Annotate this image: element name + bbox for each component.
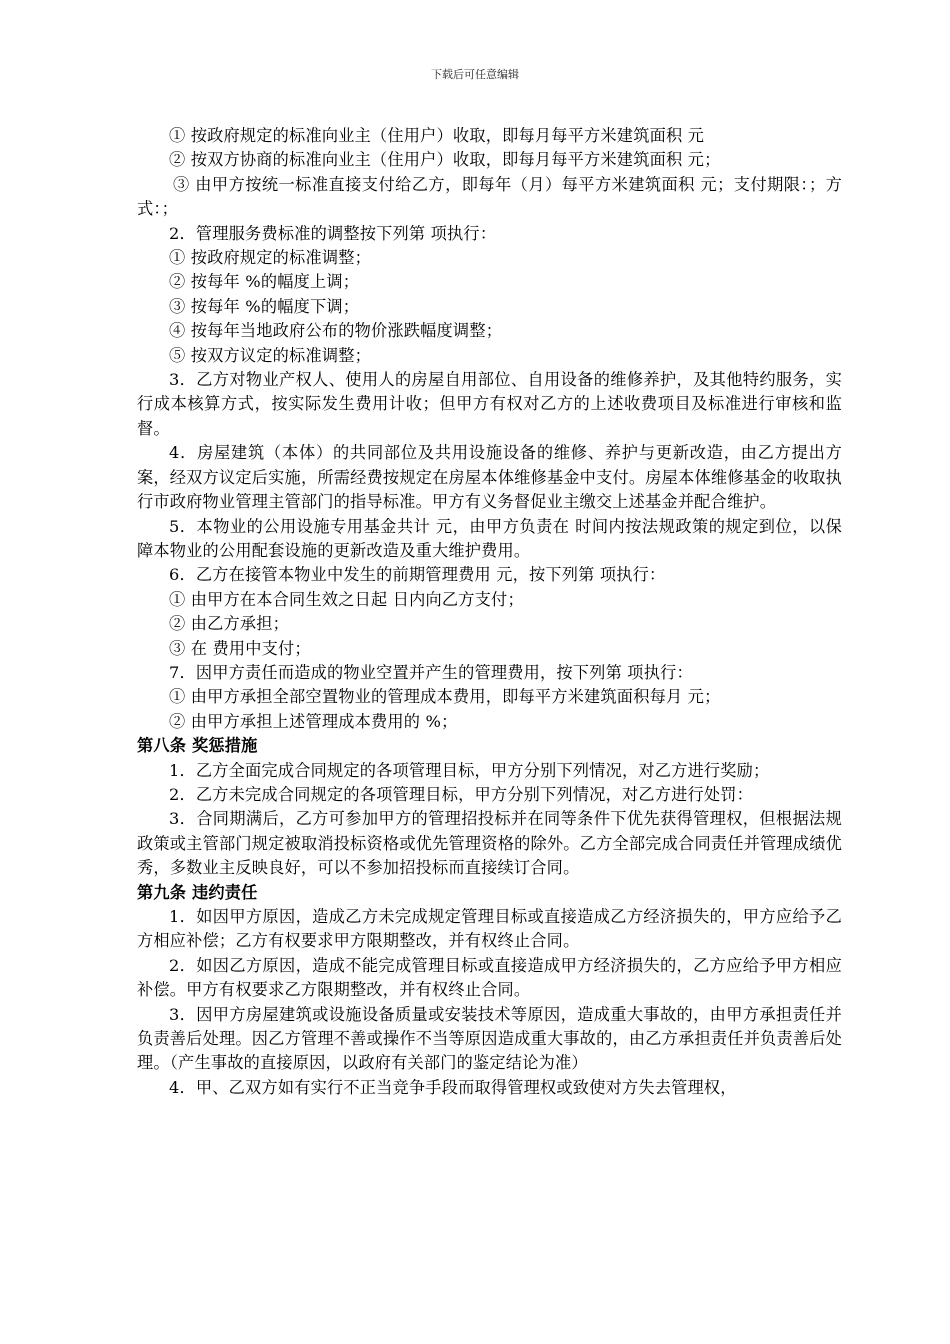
paragraph: 2．乙方未完成合同规定的各项管理目标，甲方分别下列情况，对乙方进行处罚： [169, 784, 754, 804]
paragraph: ③ 按每年 %的幅度下调； [169, 296, 360, 316]
paragraph: ⑤ 按双方议定的标准调整； [169, 345, 371, 365]
paragraph: 6．乙方在接管本物业中发生的前期管理费用 元，按下列第 项执行： [169, 565, 666, 585]
paragraph: ④ 按每年当地政府公布的物价涨跌幅度调整； [169, 321, 503, 341]
paragraph: 2．管理服务费标准的调整按下列第 项执行： [169, 223, 497, 243]
paragraph: 2．如因乙方原因，造成不能完成管理目标或直接造成甲方经济损失的，乙方应给予甲方相应补偿。甲方有权要求乙方限期整改，并有权终止合同。 [137, 955, 842, 1000]
header-note: 下载后可任意编辑 [431, 68, 519, 81]
paragraph: ① 由甲方承担全部空置物业的管理成本费用，即每平方米建筑面积每月 元； [169, 687, 721, 707]
paragraph: 3．因甲方房屋建筑或设施设备质量或安装技术等原因，造成重大事故的，由甲方承担责任并负责善后处理。因乙方管理不善或操作不当等原因造成重大事故的，由乙方承担责任并负责善后处理。（产生事故的直接原因，以政府有关部门的鉴定结论为准） [137, 1004, 842, 1073]
paragraph: 4．房屋建筑（本体）的共同部位及共用设施设备的维修、养护与更新改造，由乙方提出方案，经双方议定后实施，所需经费按规定在房屋本体维修基金中支付。房屋本体维修基金的收取执行市政府物业管理主管部门的指导标准。甲方有义务督促业主缴交上述基金并配合维护。 [137, 443, 842, 512]
document-body [137, 124, 842, 1100]
paragraph: 4．甲、乙双方如有实行不正当竞争手段而取得管理权或致使对方失去管理权， [169, 1077, 737, 1097]
section-heading: 第九条 违约责任 [137, 882, 258, 902]
paragraph: ③ 由甲方按统一标准直接支付给乙方，即每年（月）每平方米建筑面积 元；支付期限：；方式：； [137, 174, 842, 219]
paragraph: ③ 在 费用中支付； [169, 638, 311, 658]
paragraph: 7．因甲方责任而造成的物业空置并产生的管理费用，按下列第 项执行： [169, 662, 693, 682]
paragraph: 1．如因甲方原因，造成乙方未完成规定管理目标或直接造成乙方经济损失的，甲方应给予乙方相应补偿；乙方有权要求甲方限期整改，并有权终止合同。 [137, 907, 842, 951]
paragraph: ② 由乙方承担； [169, 614, 290, 634]
paragraph: 1．乙方全面完成合同规定的各项管理目标，甲方分别下列情况，对乙方进行奖励； [169, 760, 770, 780]
paragraph: ① 按政府规定的标准向业主（住用户）收取，即每月每平方米建筑面积 元 [169, 126, 705, 145]
section-heading: 第八条 奖惩措施 [137, 736, 258, 756]
paragraph: ① 按政府规定的标准调整； [169, 248, 371, 268]
paragraph: ① 由甲方在本合同生效之日起 日内向乙方支付； [169, 589, 524, 609]
paragraph: ② 按双方协商的标准向业主（住用户）收取，即每月每平方米建筑面积 元； [169, 150, 721, 170]
paragraph: ② 由甲方承担上述管理成本费用的 %； [169, 711, 458, 731]
paragraph: 3．乙方对物业产权人、使用人的房屋自用部位、自用设备的维修养护，及其他特约服务，实行成本核算方式，按实际发生费用计收；但甲方有权对乙方的上述收费项目及标准进行审核和监督。 [137, 370, 842, 438]
paragraph: 5．本物业的公用设施专用基金共计 元，由甲方负责在 时间内按法规政策的规定到位，以保障本物业的公用配套设施的更新改造及重大维护费用。 [137, 516, 842, 560]
paragraph: ② 按每年 %的幅度上调； [169, 272, 360, 292]
paragraph: 3．合同期满后，乙方可参加甲方的管理招投标并在同等条件下优先获得管理权，但根据法规政策或主管部门规定被取消投标资格或优先管理资格的除外。乙方全部完成合同责任并管理成绩优秀，多数业主反映良好，可以不参加招投标而直接续订合同。 [137, 809, 842, 878]
